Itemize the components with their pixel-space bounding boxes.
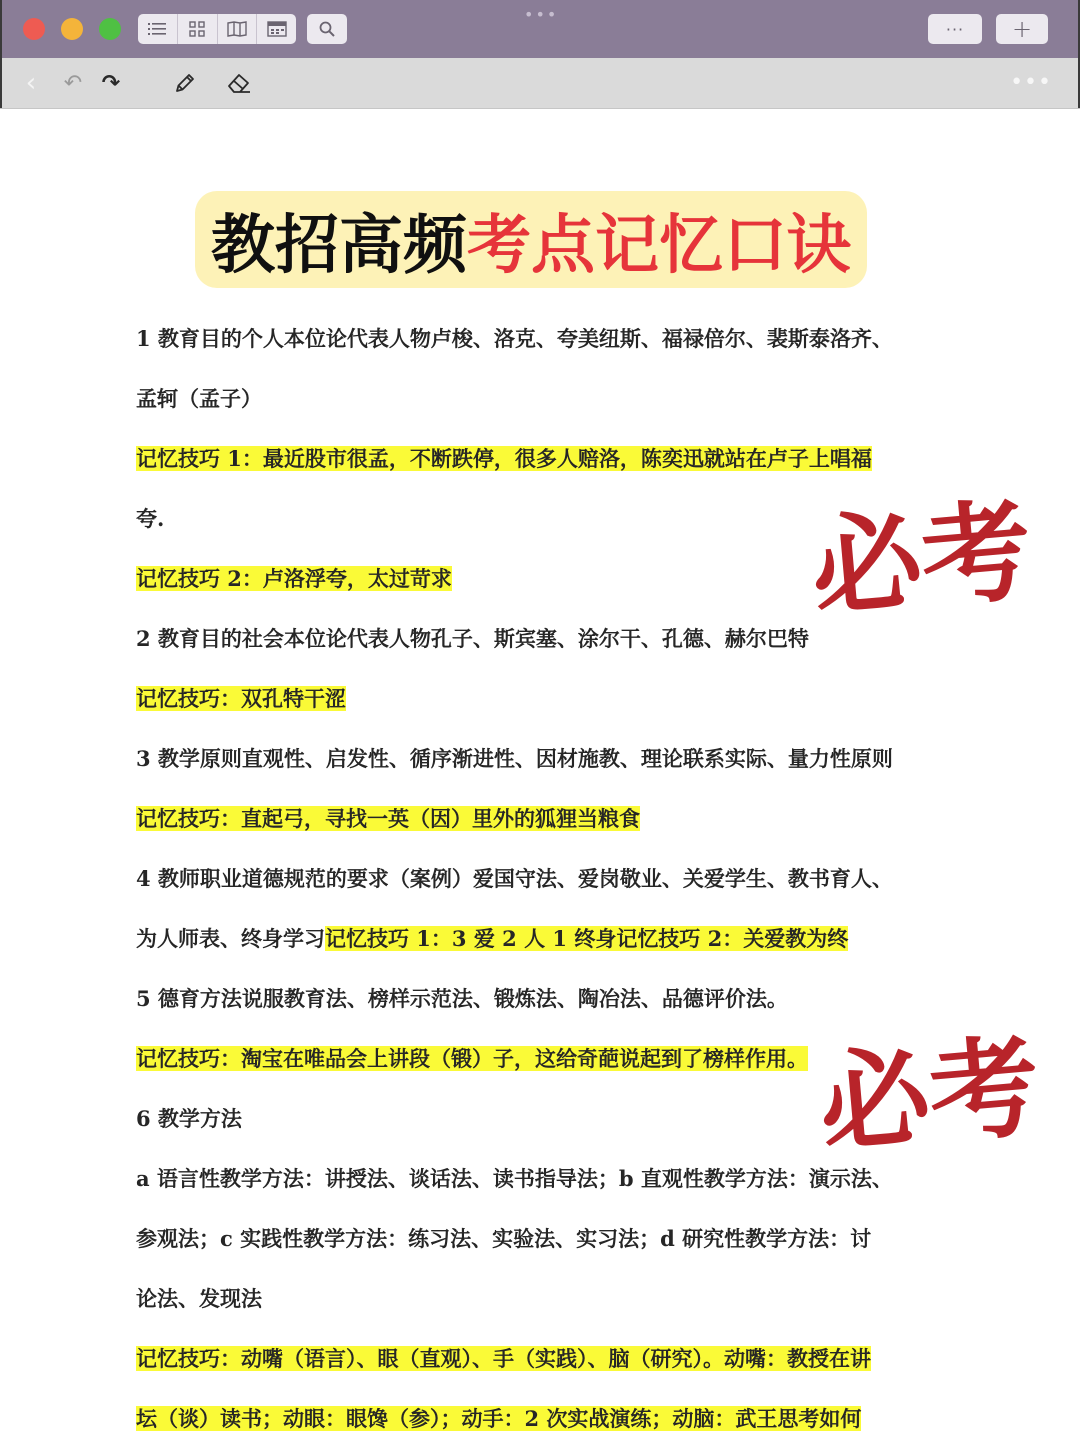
undo-button[interactable]: ↶ [63, 70, 83, 96]
text-line [136, 864, 893, 894]
window-drag-handle[interactable]: ••• [524, 5, 559, 24]
memory-tip-line [136, 684, 346, 714]
view-mode-segmented-control [138, 14, 296, 44]
close-window-button[interactable] [23, 18, 45, 40]
text-line [136, 744, 893, 774]
title-red-part: 考点记忆口诀 [467, 208, 851, 283]
memory-tip-line [136, 564, 452, 594]
grid-icon [189, 21, 205, 37]
memory-tip-highlight: 坛（谈）读书；动眼：眼馋（参）；动手：2 次实战演练；动脑：武王思考如何 [136, 1406, 862, 1431]
pen-icon [173, 71, 197, 95]
memory-tip-highlight: 记忆技巧：直起弓，寻找一英（因）里外的狐狸当粮食 [136, 806, 640, 831]
search-button[interactable] [307, 14, 347, 44]
line-text: 1 教育目的个人本位论代表人物卢梭、洛克、夸美纽斯、福禄倍尔、裴斯泰洛齐、 [136, 326, 893, 351]
line-text: 6 教学方法 [136, 1106, 242, 1131]
text-line [136, 504, 164, 534]
memory-tip-line [136, 1404, 861, 1434]
must-test-stamp: 必考 [814, 1022, 1045, 1169]
line-text: 孟轲（孟子） [136, 386, 262, 411]
line-text: a 语言性教学方法：讲授法、谈话法、读书指导法；b 直观性教学方法：演示法、 [136, 1166, 893, 1191]
line-text: 3 教学原则直观性、启发性、循序渐进性、因材施教、理论联系实际、量力性原则 [136, 746, 893, 771]
calendar-icon [267, 21, 287, 37]
text-line [136, 1164, 893, 1194]
book-icon [227, 21, 247, 37]
must-test-stamp: 必考 [806, 486, 1037, 633]
text-line [136, 984, 788, 1014]
line-text: 5 德育方法说服教育法、榜样示范法、锻炼法、陶冶法、品德评价法。 [136, 986, 788, 1011]
grid-view-button[interactable] [178, 14, 218, 44]
line-text: 夸. [136, 506, 165, 531]
memory-tip-highlight: 记忆技巧：双孔特干涩 [136, 686, 346, 711]
memory-tip-line [136, 1044, 808, 1074]
memory-tip-highlight: 记忆技巧 1：3 爱 2 人 1 终身记忆技巧 2：关爱教为终 [325, 926, 849, 951]
text-line [136, 1284, 262, 1314]
line-text: 论法、发现法 [136, 1286, 262, 1311]
text-line [136, 924, 848, 954]
pen-tool-button[interactable] [170, 68, 200, 98]
list-icon [148, 22, 166, 36]
line-text: 为人师表、终身学习 [136, 926, 325, 951]
text-line [136, 324, 893, 354]
memory-tip-line [136, 1344, 871, 1374]
book-view-button[interactable] [218, 14, 258, 44]
memory-tip-highlight: 记忆技巧：淘宝在唯品会上讲段（锻）子，这给奇葩说起到了榜样作用。 [136, 1046, 808, 1071]
document-title [195, 191, 867, 288]
text-line [136, 1224, 871, 1254]
memory-tip-line [136, 444, 872, 474]
text-line [136, 1104, 242, 1134]
search-icon [319, 21, 335, 37]
more-options-button[interactable]: ··· [928, 14, 982, 44]
toolbar-more-button[interactable]: ••• [1010, 70, 1052, 95]
line-text: 4 教师职业道德规范的要求（案例）爱国守法、爱岗敬业、关爱学生、教书育人、 [136, 866, 893, 891]
eraser-icon [226, 71, 252, 95]
window-edge-left [0, 0, 2, 108]
annotation-toolbar [0, 58, 1080, 109]
memory-tip-highlight: 记忆技巧：动嘴（语言）、眼（直观）、手（实践）、脑（研究）。动嘴：教授在讲 [136, 1346, 871, 1371]
back-button[interactable]: ‹ [25, 68, 37, 98]
calendar-view-button[interactable] [257, 14, 296, 44]
title-black-part: 教招高频 [211, 208, 467, 283]
memory-tip-highlight: 记忆技巧 2：卢洛浮夸，太过苛求 [136, 566, 452, 591]
eraser-tool-button[interactable] [224, 68, 254, 98]
minimize-window-button[interactable] [61, 18, 83, 40]
text-line [136, 624, 809, 654]
line-text: 参观法；c 实践性教学方法：练习法、实验法、实习法；d 研究性教学方法：讨 [136, 1226, 872, 1251]
memory-tip-highlight: 记忆技巧 1：最近股市很孟，不断跌停，很多人赔洛，陈奕迅就站在卢子上唱福 [136, 446, 872, 471]
text-line [136, 384, 262, 414]
redo-button[interactable]: ↷ [101, 70, 121, 96]
line-text: 2 教育目的社会本位论代表人物孔子、斯宾塞、涂尔干、孔德、赫尔巴特 [136, 626, 809, 651]
list-view-button[interactable] [138, 14, 178, 44]
zoom-window-button[interactable] [99, 18, 121, 40]
memory-tip-line [136, 804, 640, 834]
window-titlebar [0, 0, 1080, 58]
add-tab-button[interactable]: + [996, 14, 1048, 44]
